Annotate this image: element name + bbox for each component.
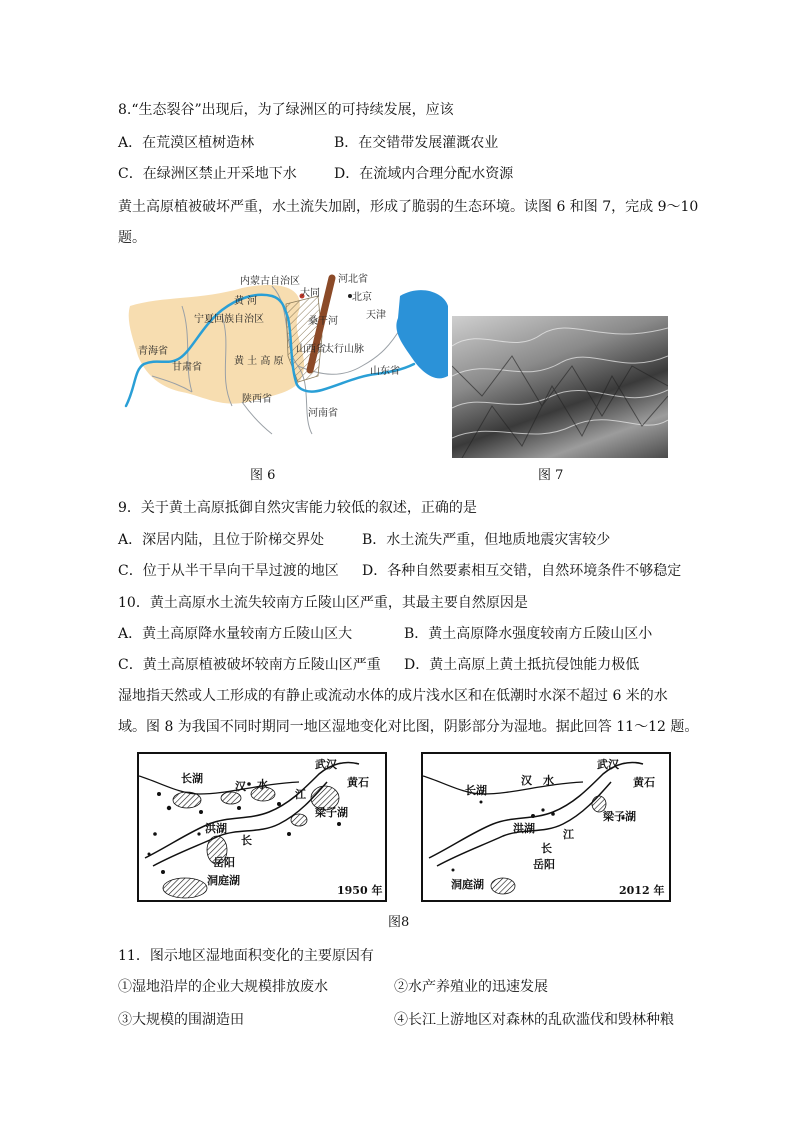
intro2-line2: 域。图 8 为我国不同时期同一地区湿地变化对比图，阴影部分为湿地。据此回答 11～12 题。 xyxy=(118,719,699,735)
l1950-jiang: 江 xyxy=(295,788,306,801)
q11-stem: 11．图示地区湿地面积变化的主要原因有 xyxy=(118,948,374,964)
figure-6-caption: 图 6 xyxy=(250,468,276,483)
intro1-line2: 题。 xyxy=(118,230,146,246)
q10-option-a: A．黄土高原降水量较南方丘陵山区大 xyxy=(118,626,353,642)
l1950-shui: 水 xyxy=(257,778,268,791)
l1950-huangshi: 黄石 xyxy=(347,776,369,789)
q9-option-c: C．位于从半干旱向干旱过渡的地区 xyxy=(118,563,339,579)
l2012-jiang: 江 xyxy=(563,828,574,841)
label-qinghai: 青海省 xyxy=(138,346,168,357)
label-tianjin: 天津 xyxy=(366,310,386,321)
label-taihang: 太行山脉 xyxy=(324,344,364,355)
q8-option-b: B．在交错带发展灌溉农业 xyxy=(334,135,499,151)
label-loess: 黄 土 高 原 xyxy=(234,356,284,367)
l1950-year: 1950 年 xyxy=(337,884,383,897)
l2012-huangshi: 黄石 xyxy=(633,776,655,789)
l1950-dongtinghu: 洞庭湖 xyxy=(207,874,240,887)
label-hebei: 河北省 xyxy=(338,274,368,285)
l2012-han: 汉 xyxy=(521,774,532,787)
q9-option-b: B．水土流失严重，但地质地震灾害较少 xyxy=(362,532,611,548)
l1950-yueyang: 岳阳 xyxy=(213,856,235,869)
q9-option-d: D．各种自然要素相互交错，自然环境条件不够稳定 xyxy=(362,563,682,579)
q11-option-3: ③大规模的围湖造田 xyxy=(118,1012,244,1028)
q8-option-d: D．在流域内合理分配水资源 xyxy=(334,166,514,182)
q9-stem: 9．关于黄土高原抵御自然灾害能力较低的叙述，正确的是 xyxy=(118,500,477,516)
l1950-chang: 长 xyxy=(241,834,252,847)
figure-6-map xyxy=(122,266,448,436)
l1950-honghu: 洪湖 xyxy=(205,822,227,835)
label-shanxi: 山西省 xyxy=(296,344,326,355)
figure-8-map-2012 xyxy=(421,752,671,902)
q11-option-2: ②水产养殖业的迅速发展 xyxy=(394,979,548,995)
q10-stem: 10．黄土高原水土流失较南方丘陵山区严重，其最主要自然原因是 xyxy=(118,595,528,611)
l2012-yueyang: 岳阳 xyxy=(533,858,555,871)
label-ningxia: 宁夏回族自治区 xyxy=(194,314,264,325)
l2012-wuhan: 武汉 xyxy=(597,758,619,771)
q11-option-4: ④长江上游地区对森林的乱砍滥伐和毁林种粮 xyxy=(394,1012,674,1028)
q10-option-b: B．黄土高原降水强度较南方丘陵山区小 xyxy=(404,626,653,642)
label-sanggan: 桑干河 xyxy=(308,316,338,327)
l1950-changhu: 长湖 xyxy=(181,772,203,785)
figure-7-photo xyxy=(452,316,668,458)
q8-option-c: C．在绿洲区禁止开采地下水 xyxy=(118,166,297,182)
l2012-dongtinghu: 洞庭湖 xyxy=(451,878,484,891)
label-neimenggu: 内蒙古自治区 xyxy=(240,276,300,287)
l1950-wuhan: 武汉 xyxy=(315,758,337,771)
l1950-han: 汉 xyxy=(235,780,246,793)
l2012-shui: 水 xyxy=(543,774,554,787)
label-shandong: 山东省 xyxy=(370,366,400,377)
figure-8-caption: 图8 xyxy=(388,915,410,930)
label-shaanxi: 陕西省 xyxy=(242,394,272,405)
l2012-honghu: 洪湖 xyxy=(513,822,535,835)
l2012-year: 2012 年 xyxy=(619,884,665,897)
q10-option-c: C．黄土高原植被破坏较南方丘陵山区严重 xyxy=(118,657,381,673)
q8-option-a: A．在荒漠区植树造林 xyxy=(118,135,255,151)
label-henan: 河南省 xyxy=(308,408,338,419)
label-huanghe: 黄 河 xyxy=(234,296,258,307)
intro1-line1: 黄土高原植被破坏严重，水土流失加剧，形成了脆弱的生态环境。读图 6 和图 7，完成 9～10 xyxy=(118,199,699,215)
l1950-liangzihu: 梁子湖 xyxy=(315,806,348,819)
q10-option-d: D．黄土高原上黄土抵抗侵蚀能力极低 xyxy=(404,657,640,673)
figure-8-map-1950 xyxy=(137,752,387,902)
label-datong: 大同 xyxy=(300,288,320,299)
l2012-chang: 长 xyxy=(541,842,552,855)
figure-7-caption: 图 7 xyxy=(538,468,564,483)
q11-option-1: ①湿地沿岸的企业大规模排放废水 xyxy=(118,979,328,995)
q8-stem: 8.“生态裂谷”出现后，为了绿洲区的可持续发展，应该 xyxy=(118,102,454,118)
label-gansu: 甘肃省 xyxy=(172,362,202,373)
intro2-line1: 湿地指天然或人工形成的有静止或流动水体的成片浅水区和在低潮时水深不超过 6 米的水 xyxy=(118,688,668,704)
q9-option-a: A．深居内陆，且位于阶梯交界处 xyxy=(118,532,325,548)
l2012-changhu: 长湖 xyxy=(465,784,487,797)
label-beijing: 北京 xyxy=(352,292,372,303)
l2012-liangzihu: 梁子湖 xyxy=(603,810,636,823)
